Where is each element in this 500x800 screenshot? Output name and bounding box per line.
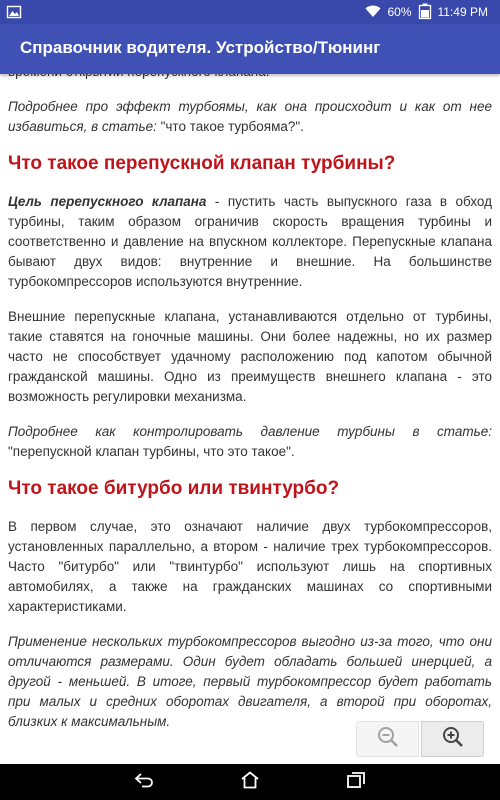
article-scroll-area[interactable] bbox=[0, 74, 500, 764]
clock: 11:49 PM bbox=[437, 5, 488, 19]
pressure-text: Подробнее как контролировать давление турбины в статье: bbox=[8, 424, 492, 439]
paragraph-turbo-lag bbox=[8, 97, 492, 137]
paragraph-biturbo: В первом случае, это означают наличие двух турбокомпрессоров, установленных параллельно, а втором - наличие трех турбокомпрессоров. Часто "битурбо" или "твинтурбо" используют лишь на спортивных автомобилях, а также на гражданских машинах со спортивными характеристиками. bbox=[8, 519, 492, 614]
paragraph-purpose bbox=[8, 192, 492, 292]
zoom-out-button[interactable] bbox=[356, 721, 419, 757]
wifi-icon bbox=[365, 4, 381, 21]
navigation-bar bbox=[0, 764, 500, 800]
zoom-out-icon bbox=[376, 725, 400, 754]
zoom-in-icon bbox=[441, 725, 465, 754]
home-button[interactable] bbox=[230, 764, 270, 800]
paragraph-external-valves: Внешние перепускные клапана, устанавливаются отдельно от турбины, такие ставятся на гоночные машины. Они более надежны, но их размер часто не способствует удачному расположению под капотом обычной гражданской машины. Одно из преимуществ внешнего клапана - это возможность регулировки механизма. bbox=[8, 309, 492, 404]
purpose-text: - пустить часть выпускного газа в обход турбины, таким образом ограничив скорость вращения турбины и соответственно и давление на впускном коллекторе. Перепускные клапана бывают двух видов: внутренние и внешние. На большинстве турбокомпрессоров используются внутренние. bbox=[8, 194, 493, 289]
turbo-lag-text: Подробнее про эффект турбоямы, как она происходит и как от нее избавиться, в статье: bbox=[8, 99, 492, 134]
status-bar bbox=[0, 0, 500, 24]
app-bar bbox=[0, 24, 500, 74]
back-button[interactable] bbox=[124, 764, 164, 800]
turbo-lag-link[interactable]: "что такое турбояма?". bbox=[160, 119, 304, 134]
purpose-term: Цель перепускного клапана bbox=[8, 194, 207, 209]
paragraph-pressure bbox=[8, 422, 492, 462]
recent-apps-button[interactable] bbox=[336, 764, 376, 800]
zoom-controls bbox=[356, 721, 484, 757]
heading-wastegate: Что такое перепускной клапан турбины? bbox=[8, 153, 396, 174]
back-icon bbox=[133, 771, 155, 794]
battery-percent: 60% bbox=[387, 5, 412, 19]
home-icon bbox=[240, 771, 260, 794]
battery-icon bbox=[418, 3, 432, 22]
zoom-in-button[interactable] bbox=[421, 721, 484, 757]
recent-apps-icon bbox=[346, 771, 366, 794]
article-body bbox=[8, 62, 492, 747]
heading-biturbo: Что такое битурбо или твинтурбо? bbox=[8, 478, 340, 499]
image-notification-icon bbox=[6, 4, 22, 25]
pressure-link[interactable]: "перепускной клапан турбины, что это такое". bbox=[8, 444, 295, 459]
paragraph-multiple-turbos: Применение нескольких турбокомпрессоров выгодно из-за того, что они отличаются размерами. Один будет обладать большей инерцией, а другой - меньшей. В итоге, первый турбокомпрессор будет работать при малых и средних оборотах двигателя, а второй при оборотах, близких к максимальным. bbox=[8, 634, 492, 729]
app-title: Справочник водителя. Устройство/Тюнинг bbox=[20, 38, 381, 57]
